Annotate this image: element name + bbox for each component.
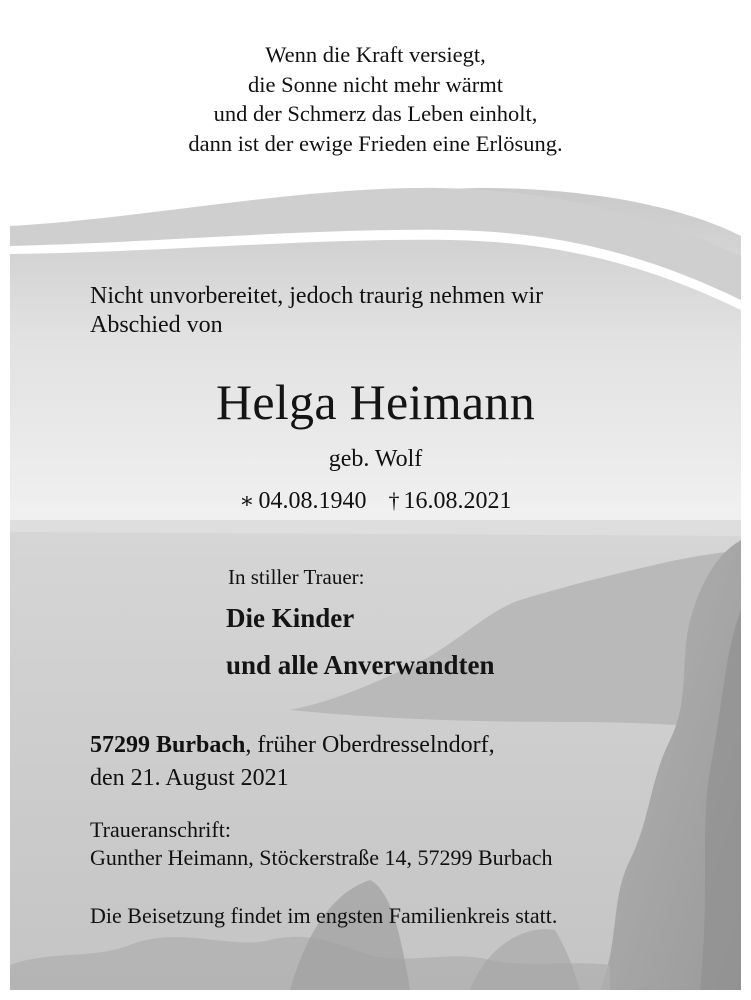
place-city: 57299 Burbach bbox=[90, 732, 246, 758]
death-cross-icon: † bbox=[388, 488, 400, 513]
poem-line: Wenn die Kraft versiegt, bbox=[265, 42, 486, 67]
intro-text bbox=[90, 282, 690, 340]
maiden-name: geb. Wolf bbox=[328, 446, 423, 472]
poem-line: die Sonne nicht mehr wärmt bbox=[248, 71, 503, 97]
mourning-label: In stiller Trauer: bbox=[228, 565, 365, 589]
birth-star-icon: ∗ bbox=[239, 488, 255, 513]
address-label: Traueranschrift: bbox=[90, 817, 231, 842]
poem-line: dann ist der ewige Frieden eine Erlösung. bbox=[188, 130, 563, 156]
address-line: Gunther Heimann, Stöckerstraße 14, 57299 Burbach bbox=[90, 845, 553, 870]
place-rest: , früher Oberdresselndorf, bbox=[245, 732, 495, 758]
deceased-name: Helga Heimann bbox=[215, 374, 536, 430]
intro-line: Abschied von bbox=[90, 312, 223, 338]
place-line bbox=[90, 730, 495, 760]
mourner-line: und alle Anverwandten bbox=[226, 650, 495, 680]
birth-date: 04.08.1940 bbox=[258, 488, 367, 514]
death-date: 16.08.2021 bbox=[403, 488, 512, 514]
poem-verse bbox=[10, 40, 741, 158]
intro-line: Nicht unvorbereitet, jedoch traurig nehmen wir bbox=[90, 283, 544, 309]
place-date: den 21. August 2021 bbox=[90, 765, 289, 791]
obituary-frame bbox=[10, 10, 741, 990]
mourner-line: Die Kinder bbox=[226, 603, 355, 633]
poem-line: und der Schmerz das Leben einholt, bbox=[213, 101, 538, 126]
life-dates bbox=[10, 485, 741, 517]
funeral-note: Die Beisetzung findet im engsten Familienkreis statt. bbox=[90, 903, 558, 928]
